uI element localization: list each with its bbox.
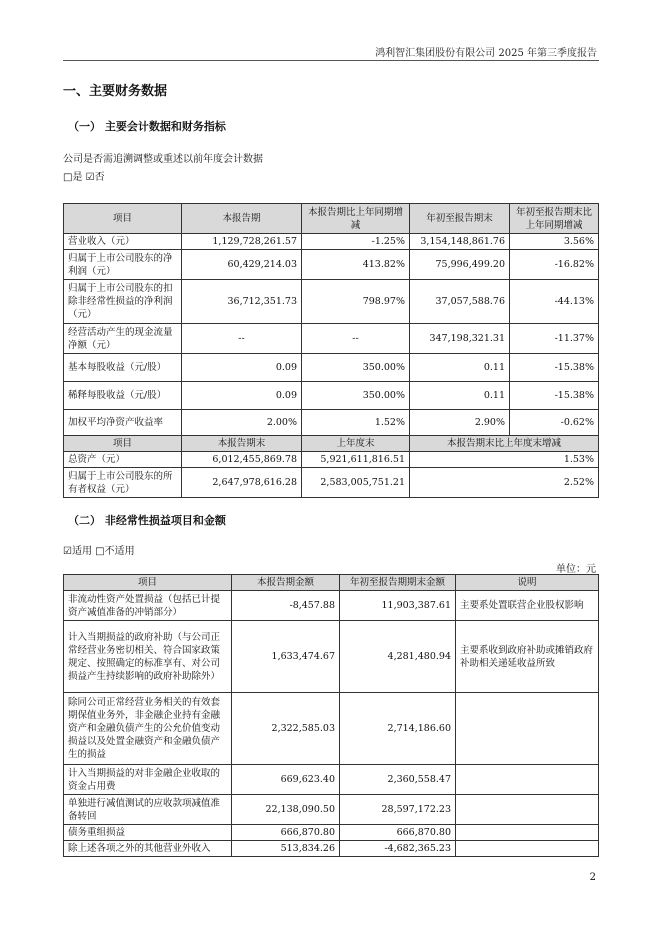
cell-value: 22,138,090.50 bbox=[232, 795, 340, 825]
row-label: 单独进行减值测试的应收款项减值准备转回 bbox=[64, 795, 232, 825]
cell-value: 37,057,588.76 bbox=[410, 280, 510, 324]
table-row bbox=[64, 234, 599, 250]
cell-value: -15.38% bbox=[510, 354, 599, 382]
row-label: 加权平均净资产收益率 bbox=[64, 410, 182, 436]
table1-subheader-cell: 本报告期末比上年度末增减 bbox=[410, 436, 599, 452]
table-row bbox=[64, 250, 599, 280]
table-row bbox=[64, 382, 599, 410]
non-recurring-table bbox=[63, 574, 599, 857]
table2-header-cell: 年初至报告期期末金额 bbox=[340, 575, 456, 591]
table1-subheader-cell: 项目 bbox=[64, 436, 182, 452]
cell-value: 798.97% bbox=[302, 280, 410, 324]
cell-note bbox=[456, 693, 599, 765]
table1-header-cell: 项目 bbox=[64, 204, 182, 234]
header-rule bbox=[63, 60, 599, 61]
row-label: 除上述各项之外的其他营业外收入 bbox=[64, 841, 232, 857]
table-row bbox=[64, 410, 599, 436]
subsection-1-title: （一） 主要会计数据和财务指标 bbox=[68, 120, 226, 133]
cell-value: 1.53% bbox=[410, 452, 599, 468]
page-header: 鸿利智汇集团股份有限公司 2025 年第三季度报告 bbox=[375, 48, 597, 59]
cell-value: 60,429,214.03 bbox=[182, 250, 302, 280]
cell-value: -1.25% bbox=[302, 234, 410, 250]
cell-value: -44.13% bbox=[510, 280, 599, 324]
cell-value: 2,714,186.60 bbox=[340, 693, 456, 765]
row-label: 计入当期损益的政府补助（与公司正常经营业务密切相关、符合国家政策规定、按照确定的标准享有、对公司损益产生持续影响的政府补助除外） bbox=[64, 621, 232, 693]
table1-subheader-cell: 本报告期末 bbox=[182, 436, 302, 452]
section-title: 一、主要财务数据 bbox=[63, 84, 168, 99]
cell-value: 513,834.26 bbox=[232, 841, 340, 857]
table1-header-cell: 年初至报告期末 bbox=[410, 204, 510, 234]
row-label: 总资产（元） bbox=[64, 452, 182, 468]
cell-note: 主要系处置联营企业股权影响 bbox=[456, 591, 599, 621]
cell-value: 2,583,005,751.21 bbox=[302, 468, 410, 498]
table2-header-cell: 说明 bbox=[456, 575, 599, 591]
cell-value: 666,870.80 bbox=[232, 825, 340, 841]
cell-value: 2,360,558.47 bbox=[340, 765, 456, 795]
cell-value: 347,198,321.31 bbox=[410, 324, 510, 354]
cell-value: 6,012,455,869.78 bbox=[182, 452, 302, 468]
table-row bbox=[64, 795, 599, 825]
table1-header-cell: 本报告期 bbox=[182, 204, 302, 234]
cell-value: 669,623.40 bbox=[232, 765, 340, 795]
cell-note: 主要系收到政府补助或摊销政府补助相关递延收益所致 bbox=[456, 621, 599, 693]
table1-header-cell: 本报告期比上年同期增减 bbox=[302, 204, 410, 234]
cell-value: 75,996,499.20 bbox=[410, 250, 510, 280]
cell-value: 28,597,172.23 bbox=[340, 795, 456, 825]
cell-value: 666,870.80 bbox=[340, 825, 456, 841]
cell-value: 36,712,351.73 bbox=[182, 280, 302, 324]
cell-note bbox=[456, 841, 599, 857]
row-label: 非流动性资产处置损益（包括已计提资产减值准备的冲销部分） bbox=[64, 591, 232, 621]
cell-value: 350.00% bbox=[302, 354, 410, 382]
cell-value: -- bbox=[302, 324, 410, 354]
table-row bbox=[64, 591, 599, 621]
table-row bbox=[64, 324, 599, 354]
cell-note bbox=[456, 795, 599, 825]
key-financial-table bbox=[63, 203, 599, 498]
cell-note bbox=[456, 825, 599, 841]
cell-value: 1,129,728,261.57 bbox=[182, 234, 302, 250]
table1-header bbox=[64, 204, 599, 234]
cell-value: 1.52% bbox=[302, 410, 410, 436]
table-row bbox=[64, 693, 599, 765]
row-label: 除同公司正常经营业务相关的有效套期保值业务外，非金融企业持有金融资产和金融负债产生的公允价值变动损益以及处置金融资产和金融负债产生的损益 bbox=[64, 693, 232, 765]
cell-value: -- bbox=[182, 324, 302, 354]
cell-value: 3,154,148,861.76 bbox=[410, 234, 510, 250]
row-label: 基本每股收益（元/股） bbox=[64, 354, 182, 382]
cell-note bbox=[456, 765, 599, 795]
cell-value: -16.82% bbox=[510, 250, 599, 280]
table1-header-cell: 年初至报告期末比上年同期增减 bbox=[510, 204, 599, 234]
cell-value: 413.82% bbox=[302, 250, 410, 280]
row-label: 稀释每股收益（元/股） bbox=[64, 382, 182, 410]
table-row bbox=[64, 468, 599, 498]
row-label: 经营活动产生的现金流量净额（元） bbox=[64, 324, 182, 354]
subsection-2-title: （二） 非经常性损益项目和金额 bbox=[68, 514, 226, 527]
restatement-question: 公司是否需追溯调整或重述以前年度会计数据 bbox=[63, 154, 263, 165]
table-row bbox=[64, 825, 599, 841]
table-row bbox=[64, 765, 599, 795]
table-row bbox=[64, 841, 599, 857]
cell-value: -0.62% bbox=[510, 410, 599, 436]
table-row bbox=[64, 452, 599, 468]
table-row bbox=[64, 280, 599, 324]
restatement-options: □是 ☑否 bbox=[63, 172, 105, 183]
table1-subheader bbox=[64, 436, 599, 452]
cell-value: 350.00% bbox=[302, 382, 410, 410]
table1-subheader-cell: 上年度末 bbox=[302, 436, 410, 452]
cell-value: -4,682,365.23 bbox=[340, 841, 456, 857]
cell-value: 11,903,387.61 bbox=[340, 591, 456, 621]
applicable-options: ☑适用 □不适用 bbox=[63, 546, 135, 557]
cell-value: -8,457.88 bbox=[232, 591, 340, 621]
cell-value: 2.52% bbox=[410, 468, 599, 498]
cell-value: 2,647,978,616.28 bbox=[182, 468, 302, 498]
cell-value: 0.09 bbox=[182, 382, 302, 410]
table2-header-cell: 项目 bbox=[64, 575, 232, 591]
table-row bbox=[64, 354, 599, 382]
cell-value: 5,921,611,816.51 bbox=[302, 452, 410, 468]
table2-header bbox=[64, 575, 599, 591]
cell-value: -15.38% bbox=[510, 382, 599, 410]
cell-value: 2.00% bbox=[182, 410, 302, 436]
row-label: 计入当期损益的对非金融企业收取的资金占用费 bbox=[64, 765, 232, 795]
row-label: 归属于上市公司股东的扣除非经常性损益的净利润（元） bbox=[64, 280, 182, 324]
cell-value: -11.37% bbox=[510, 324, 599, 354]
cell-value: 0.11 bbox=[410, 354, 510, 382]
unit-label: 单位：元 bbox=[556, 564, 596, 575]
row-label: 债务重组损益 bbox=[64, 825, 232, 841]
cell-value: 4,281,480.94 bbox=[340, 621, 456, 693]
row-label: 归属于上市公司股东的净利润（元） bbox=[64, 250, 182, 280]
page-number: 2 bbox=[589, 872, 596, 883]
table2-header-cell: 本报告期金额 bbox=[232, 575, 340, 591]
cell-value: 0.09 bbox=[182, 354, 302, 382]
cell-value: 2.90% bbox=[410, 410, 510, 436]
row-label: 归属于上市公司股东的所有者权益（元） bbox=[64, 468, 182, 498]
table-row bbox=[64, 621, 599, 693]
cell-value: 0.11 bbox=[410, 382, 510, 410]
cell-value: 1,633,474.67 bbox=[232, 621, 340, 693]
row-label: 营业收入（元） bbox=[64, 234, 182, 250]
cell-value: 3.56% bbox=[510, 234, 599, 250]
cell-value: 2,322,585.03 bbox=[232, 693, 340, 765]
